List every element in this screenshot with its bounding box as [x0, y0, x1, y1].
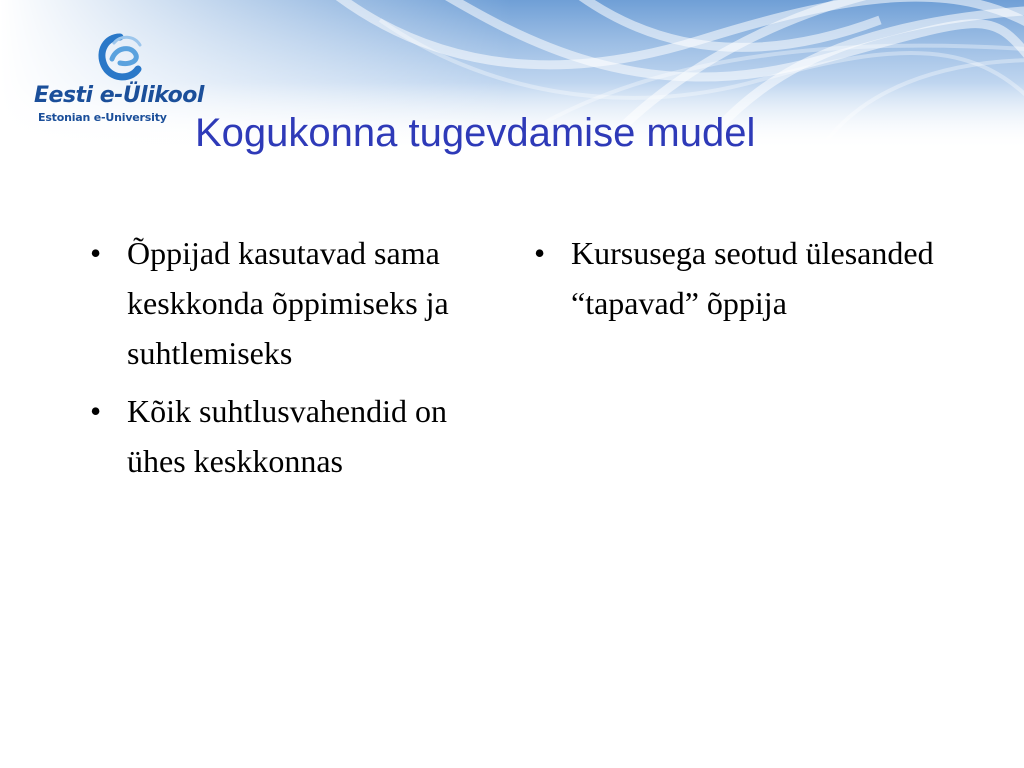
bullet-text: Kursusega seotud ülesanded “tapavad” õppija: [571, 235, 934, 321]
logo: [30, 25, 220, 135]
bullet-text: Kõik suhtlusvahendid on ühes keskkonnas: [127, 393, 447, 479]
bullet-item: [90, 386, 490, 486]
logo-title: Eesti e-Ülikool: [34, 83, 204, 108]
slide-title: Kogukonna tugevdamise mudel: [195, 111, 756, 155]
bullet-item: [534, 228, 934, 328]
bullet-item: [90, 228, 490, 378]
bullet-text: Õppijad kasutavad sama keskkonda õppimiseks ja suhtlemiseks: [127, 235, 449, 371]
bullet-icon: •: [90, 393, 102, 429]
left-bullet-list: [90, 228, 490, 494]
bullet-icon: •: [534, 235, 546, 271]
bullet-icon: •: [90, 235, 102, 271]
right-bullet-list: [534, 228, 934, 336]
logo-subtitle: Estonian e-University: [38, 111, 167, 124]
